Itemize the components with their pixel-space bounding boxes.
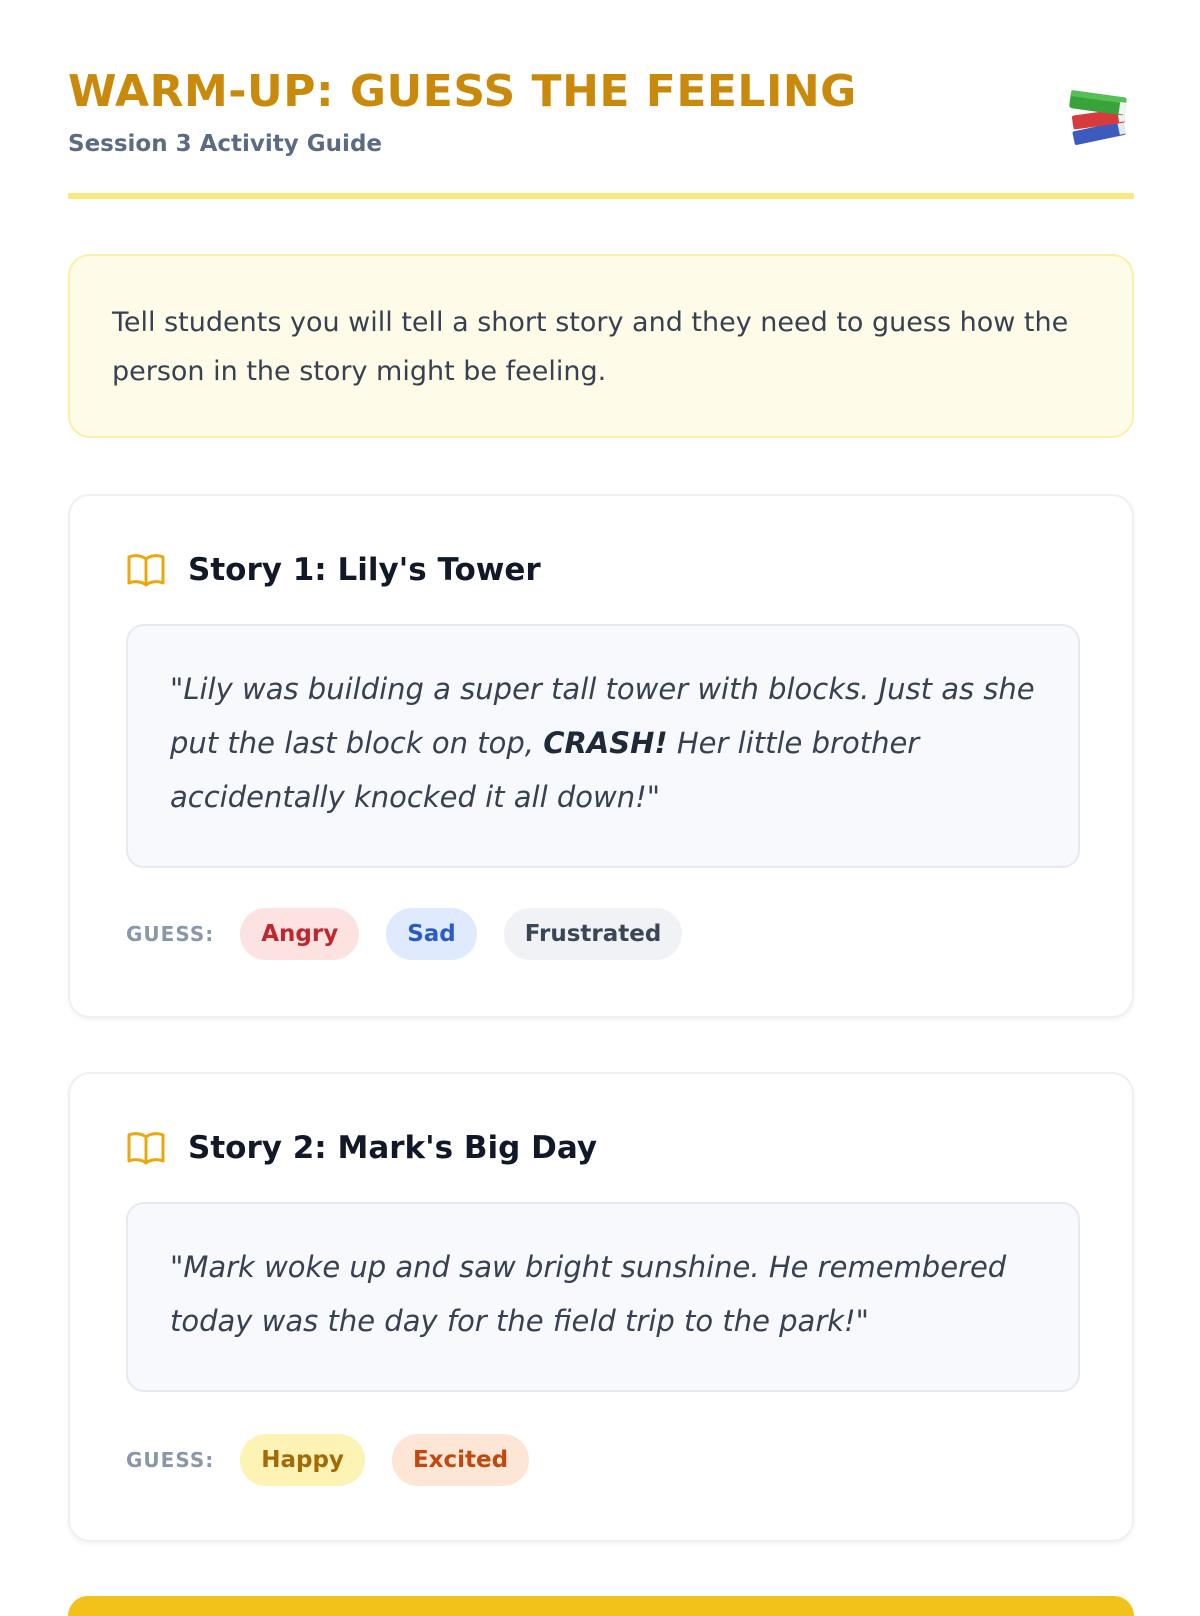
page-title: WARM-UP: GUESS THE FEELING [68,66,857,117]
guess-label: GUESS: [126,1448,215,1472]
story-quote [126,1202,1080,1392]
quote-emphasis: CRASH! [543,726,668,760]
page-subtitle: Session 3 Activity Guide [68,131,383,157]
quote-text-end: Her little brother accidentally knocked it all down!" [170,726,920,814]
open-book-icon [126,1130,166,1166]
guess-label: GUESS: [126,922,215,946]
feeling-chip-angry: Angry [240,908,359,960]
guess-row [126,908,709,960]
quote-text-start: "Lily was building a super tall tower with blocks. Just as she put the last block on top, [170,672,1035,760]
header-divider [68,193,1134,199]
books-icon [1066,80,1132,150]
story-header [126,550,541,590]
story-header [126,1128,597,1168]
feeling-chip-happy: Happy [240,1434,365,1486]
quote-text: "Mark woke up and saw bright sunshine. He remembered today was the day for the field trip to the park!" [170,1250,1007,1338]
activity-guide-page [68,0,1134,1473]
intro-text: Tell students you will tell a short story and they need to guess how the person in the story might be feeling. [112,307,1069,387]
story-card-1 [68,494,1134,1018]
next-section-edge [68,1596,1134,1616]
story-quote [126,624,1080,868]
page-header [68,0,1134,200]
story-title: Story 1: Lily's Tower [188,552,541,588]
feeling-chip-frustrated: Frustrated [504,908,683,960]
guess-row [126,1434,556,1486]
intro-callout [68,254,1134,438]
story-card-2 [68,1072,1134,1542]
feeling-chip-sad: Sad [386,908,477,960]
open-book-icon [126,552,166,588]
feeling-chip-excited: Excited [392,1434,529,1486]
story-title: Story 2: Mark's Big Day [188,1130,598,1166]
